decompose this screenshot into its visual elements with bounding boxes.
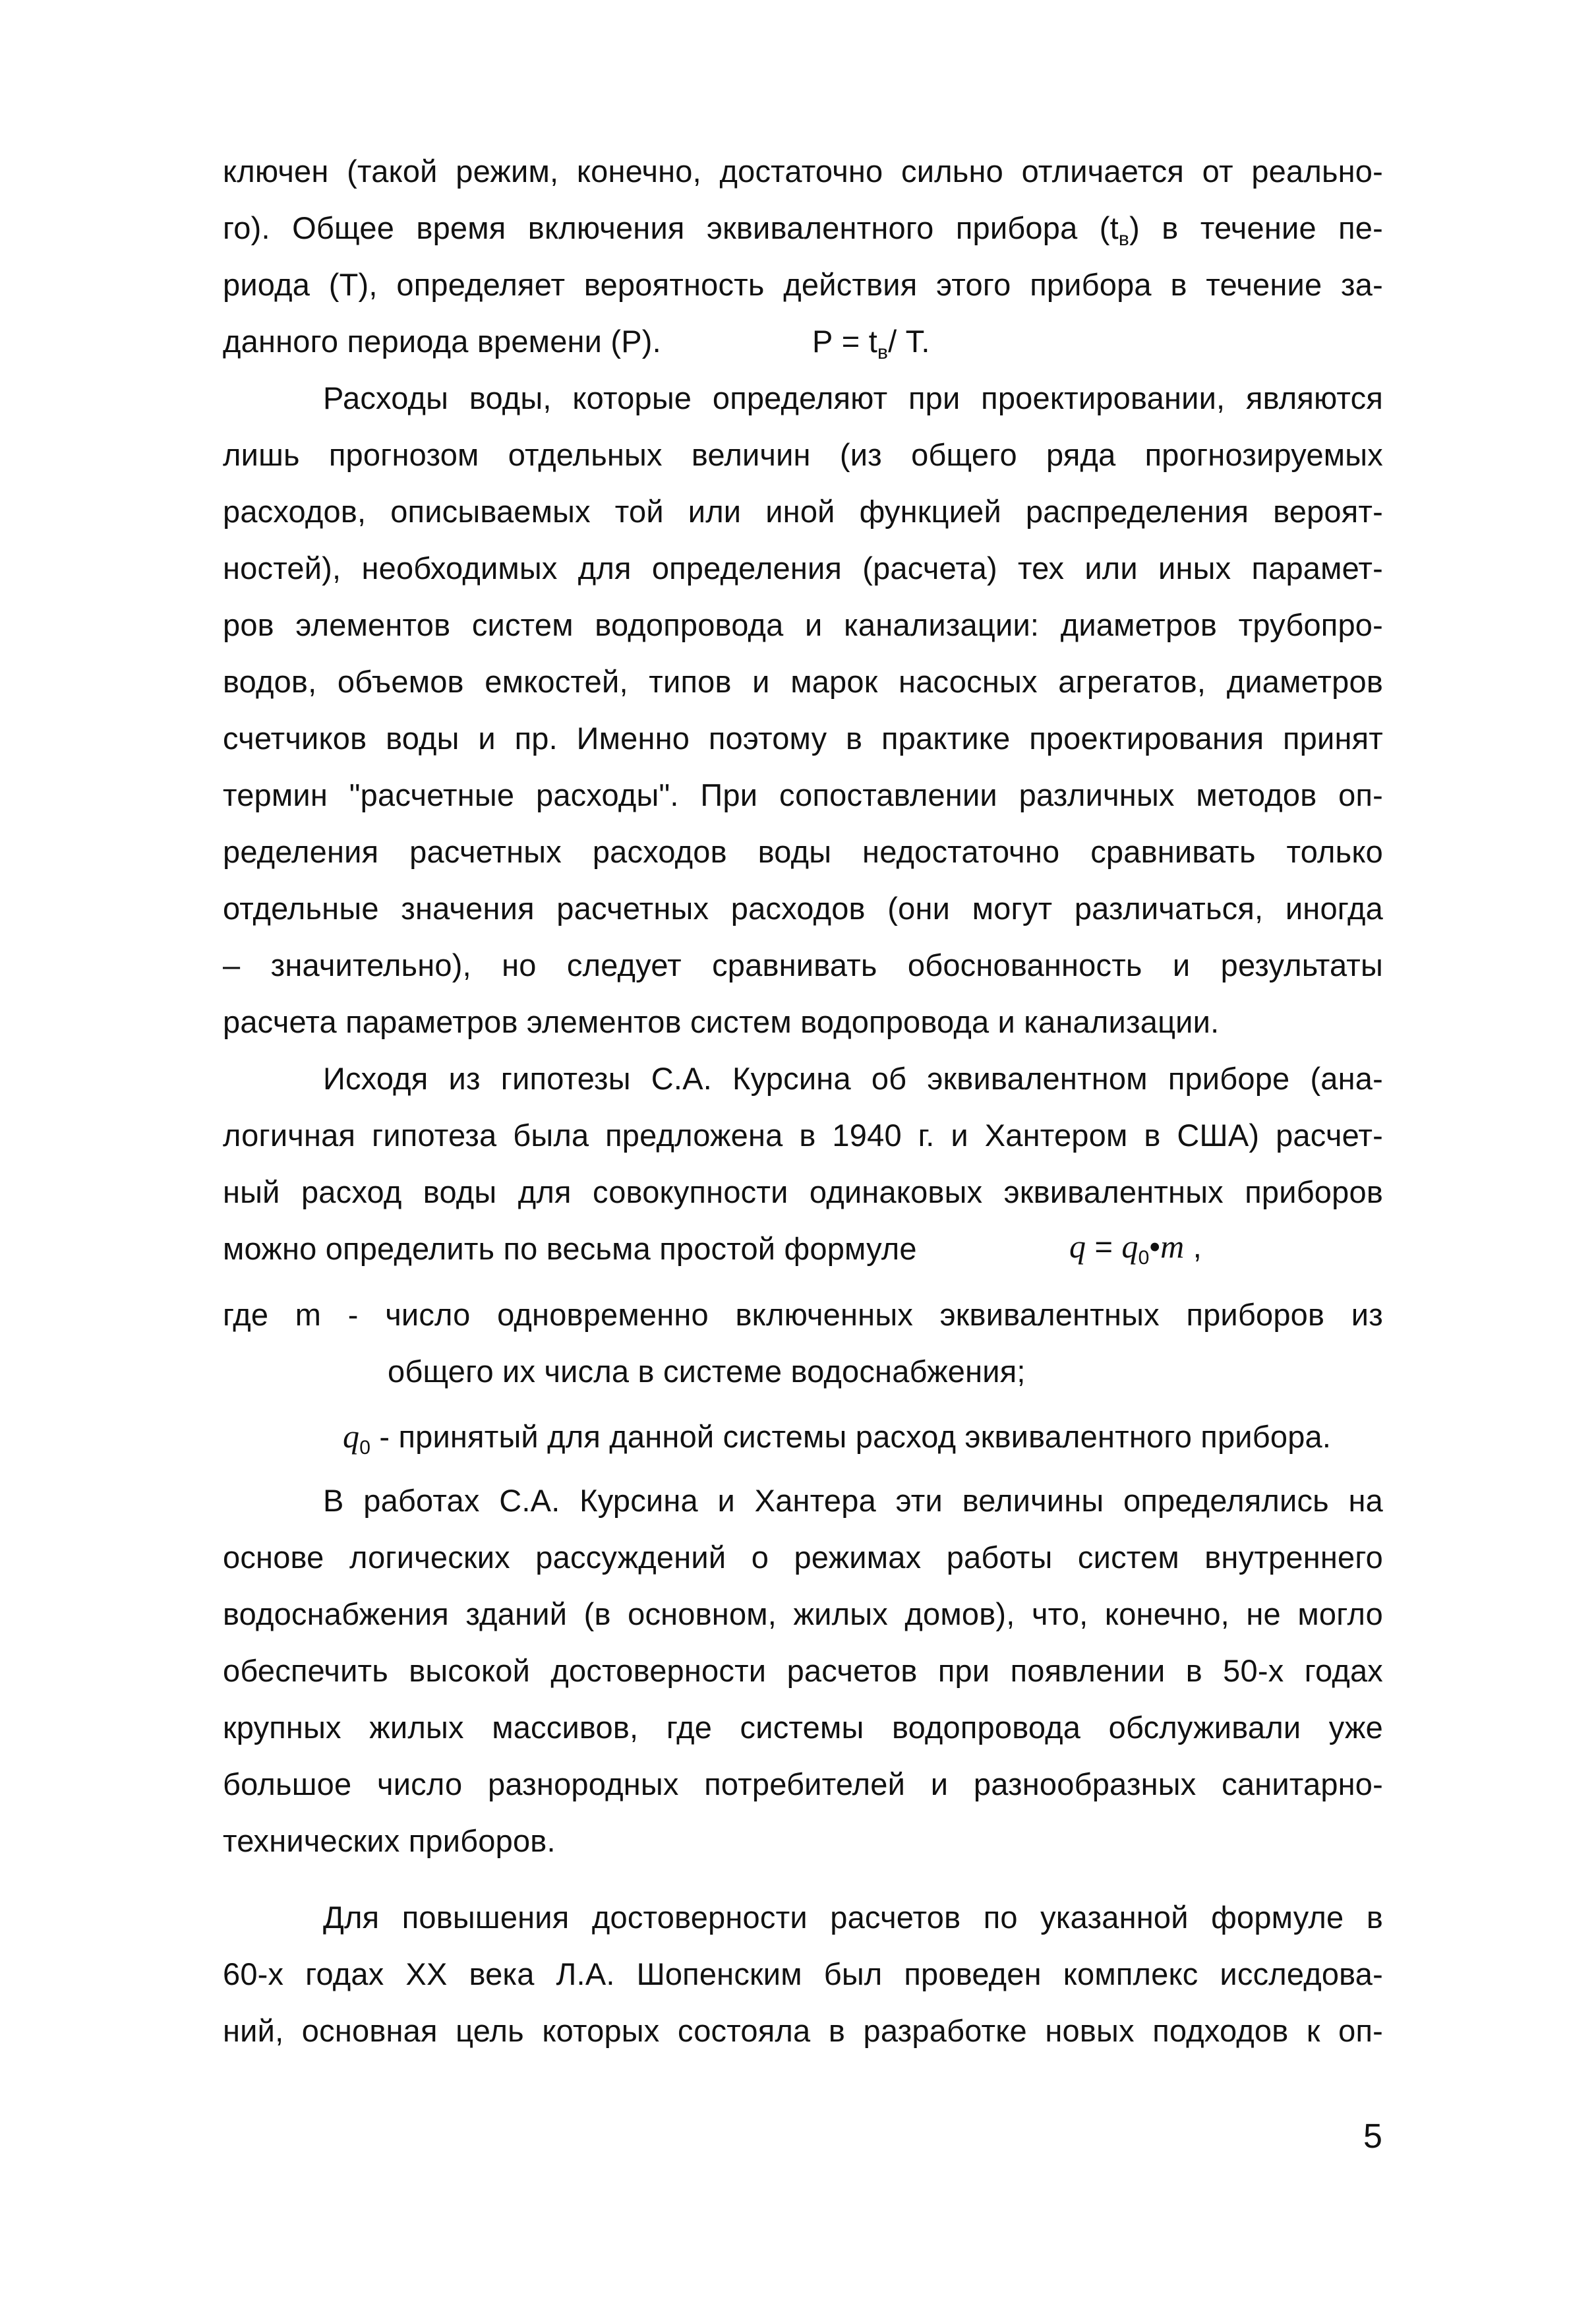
text-line: водоснабжения зданий (в основном, жилых домов), что, конечно, не могло (223, 1596, 1383, 1631)
text-line: 60-х годах XX века Л.А. Шопенским был проведен комплекс исследова- (223, 1956, 1383, 1991)
text-line: ределения расчетных расходов воды недостаточно сравнивать только (223, 834, 1383, 869)
text-line: отдельные значения расчетных расходов (они могут различаться, иногда (223, 891, 1383, 926)
definition-q0: $q_0$ - принятый для данной системы расход эквивалентного прибора. (343, 1418, 1332, 1459)
text-line: ный расход воды для совокупности одинаковых эквивалентных приборов (223, 1174, 1383, 1209)
text-line: расчета параметров элементов систем водопровода и канализации. (223, 1004, 1220, 1039)
text-line: Для повышения достоверности расчетов по указанной формуле в (323, 1900, 1383, 1935)
text-line: – значительно), но следует сравнивать обоснованность и результаты (223, 948, 1383, 983)
text-line: крупных жилых массивов, где системы водопровода обслуживали уже (223, 1710, 1383, 1745)
formula-probability: $Р = t_в/$ Т. (812, 324, 930, 363)
text-line: можно определить по весьма простой формуле (223, 1231, 917, 1266)
text-line: ностей), необходимых для определения (расчета) тех или иных парамет- (223, 551, 1383, 586)
text-line: лишь прогнозом отдельных величин (из общего ряда прогнозируемых (223, 437, 1383, 472)
formula-flow: $q = q_0•m$ , (1069, 1228, 1202, 1269)
text-line: В работах С.А. Курсина и Хантера эти величины определялись на (323, 1483, 1383, 1518)
text-line: термин "расчетные расходы". При сопоставлении различных методов оп- (223, 777, 1383, 812)
text-line: ключен (такой режим, конечно, достаточно сильно отличается от реально- (223, 154, 1383, 189)
text-line: данного периода времени (Р). (223, 324, 661, 359)
definition-m-continuation: общего их числа в системе водоснабжения; (388, 1354, 1026, 1389)
text-line: расходов, описываемых той или иной функцией распределения вероят- (223, 494, 1383, 529)
text-line: технических приборов. (223, 1823, 556, 1858)
definition-m: где m - число одновременно включенных эквивалентных приборов из (223, 1297, 1383, 1332)
text-line: Расходы воды, которые определяют при проектировании, являются (323, 380, 1383, 415)
text-line: основе логических рассуждений о режимах работы систем внутреннего (223, 1540, 1383, 1575)
text-line: го). Общее время включения эквивалентного прибора $(t_в)$ в течение пе- (223, 210, 1383, 250)
text-line: водов, объемов емкостей, типов и марок насосных агрегатов, диаметров (223, 664, 1383, 699)
text-line: ров элементов систем водопровода и канализации: диаметров трубопро- (223, 607, 1383, 642)
text-line: риода (Т), определяет вероятность действия этого прибора в течение за- (223, 267, 1383, 302)
text-line: Исходя из гипотезы С.А. Курсина об эквивалентном приборе (ана- (323, 1061, 1383, 1096)
text-line: логичная гипотеза была предложена в 1940 г. и Хантером в США) расчет- (223, 1118, 1383, 1153)
text-line: обеспечить высокой достоверности расчетов при появлении в 50-х годах (223, 1653, 1383, 1688)
text-line: счетчиков воды и пр. Именно поэтому в практике проектирования принят (223, 721, 1383, 756)
text-line: большое число разнородных потребителей и разнообразных санитарно- (223, 1767, 1383, 1801)
page-number: 5 (1363, 2117, 1382, 2156)
text-line: ний, основная цель которых состояла в разработке новых подходов к оп- (223, 2013, 1383, 2048)
